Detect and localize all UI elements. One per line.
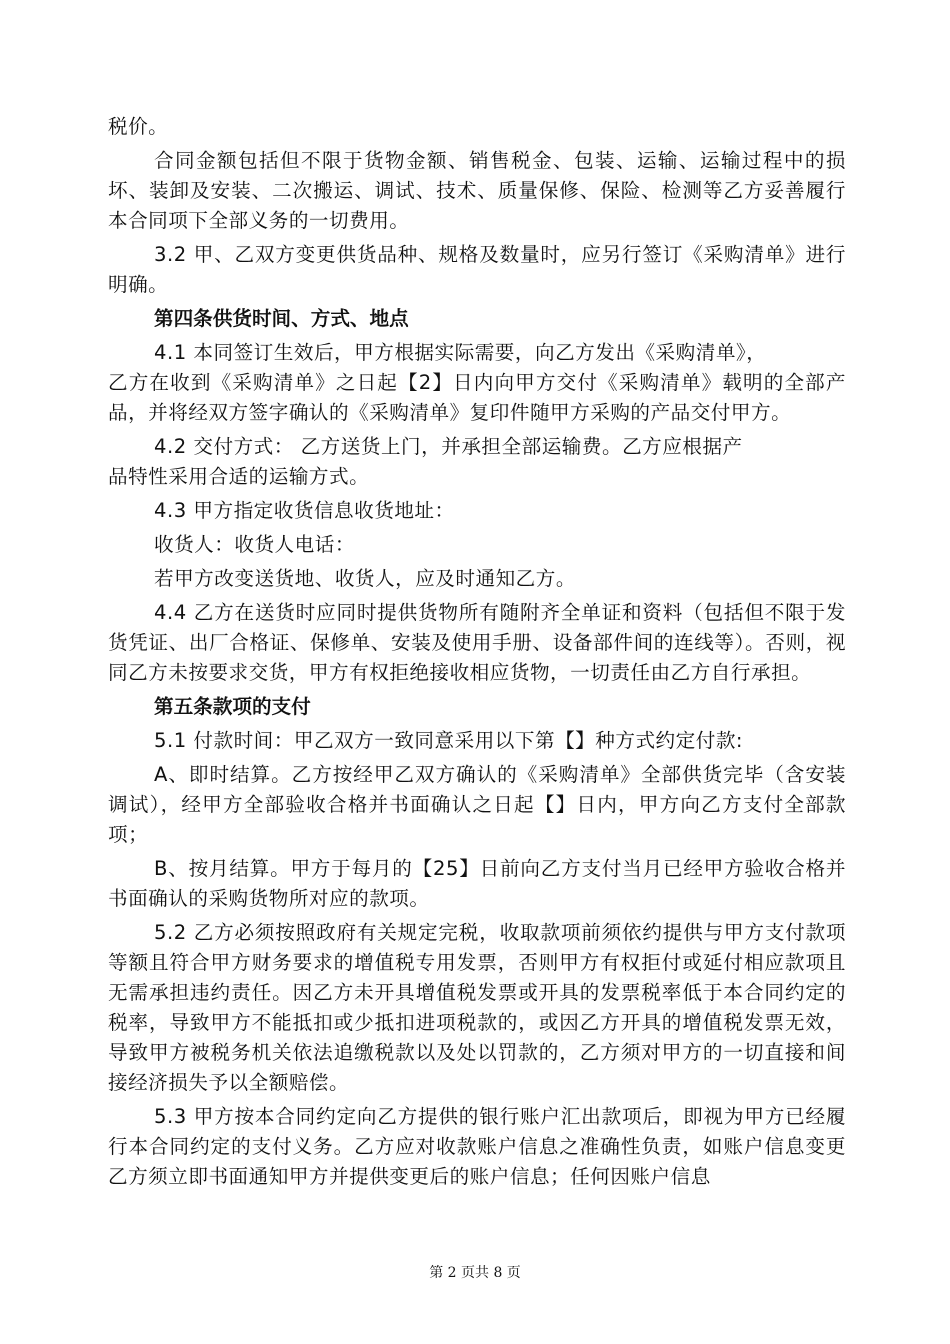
paragraph-change-notice: 若甲方改变送货地、收货人，应及时通知乙方。: [154, 567, 576, 590]
paragraph-5-1: 5.1 付款时间：甲乙双方一致同意采用以下第【】种方式约定付款:: [154, 729, 744, 752]
paragraph-4-3: 4.3 甲方指定收货信息收货地址：: [154, 499, 455, 522]
page-number-footer: 第 2 页共 8 页: [429, 1265, 521, 1281]
paragraph-option-a: A、即时结算。乙方按经甲乙双方确认的《采购清单》全部供货完毕（含安装调试），经甲方全部验收合格并书面确认之日起【】日内，甲方向乙方支付全部款项；: [108, 763, 846, 846]
paragraph-3-2: 3.2 甲、乙双方变更供货品种、规格及数量时，应另行签订《采购清单》进行明确。: [108, 243, 846, 296]
paragraph-5-3: 5.3 甲方按本合同约定向乙方提供的银行账户汇出款项后，即视为甲方已经履行本合同约定的支付义务。乙方应对收款账户信息之准确性负责，如账户信息变更乙方须立即书面通知甲方并提供变更后的账户信息；任何因账户信息: [108, 1105, 846, 1188]
paragraph-option-b: B、按月结算。甲方于每月的【25】日前向乙方支付当月已经甲方验收合格并书面确认的采购货物所对应的款项。: [108, 857, 846, 910]
paragraph-4-1-cont: 乙方在收到《采购清单》之日起【2】日内向甲方交付《采购清单》载明的全部产品，并将经双方签字确认的《采购清单》复印件随甲方采购的产品交付甲方。: [108, 371, 846, 424]
paragraph-5-2: 5.2 乙方必须按照政府有关规定完税，收取款项前须依约提供与甲方支付款项等额且符合甲方财务要求的增值税专用发票，否则甲方有权拒付或延付相应款项且无需承担违约责任。因乙方未开具增值税发票或开具的发票税率低于本合同约定的税率，导致甲方不能抵扣或少抵扣进项税款的，或因乙方开具的增值税发票无效，导致甲方被税务机关依法追缴税款以及处以罚款的，乙方须对甲方的一切直接和间接经济损失予以全额赔偿。: [108, 921, 846, 1094]
paragraph-4-4: 4.4 乙方在送货时应同时提供货物所有随附齐全单证和资料（包括但不限于发货凭证、出厂合格证、保修单、安装及使用手册、设备部件间的连线等）。否则，视同乙方未按要求交货，甲方有权拒绝接收相应货物，一切责任由乙方自行承担。: [108, 601, 846, 684]
document-body: [108, 112, 846, 1196]
paragraph-4-1: 4.1 本同签订生效后，甲方根据实际需要，向乙方发出《采购清单》，: [154, 341, 767, 364]
paragraph-tax-price: 税价。: [108, 115, 169, 138]
heading-article-5: 第五条款项的支付: [154, 695, 311, 718]
paragraph-4-2-cont: 品特性采用合适的运输方式。: [108, 465, 370, 488]
paragraph-consignee: 收货人：收货人电话：: [154, 533, 355, 556]
heading-article-4: 第四条供货时间、方式、地点: [154, 307, 409, 330]
paragraph-contract-amount: 合同金额包括但不限于货物金额、销售税金、包装、运输、运输过程中的损坏、装卸及安装、二次搬运、调试、技术、质量保修、保险、检测等乙方妥善履行本合同项下全部义务的一切费用。: [108, 149, 846, 232]
paragraph-4-2: 4.2 交付方式： 乙方送货上门，并承担全部运输费。乙方应根据产: [154, 435, 743, 458]
